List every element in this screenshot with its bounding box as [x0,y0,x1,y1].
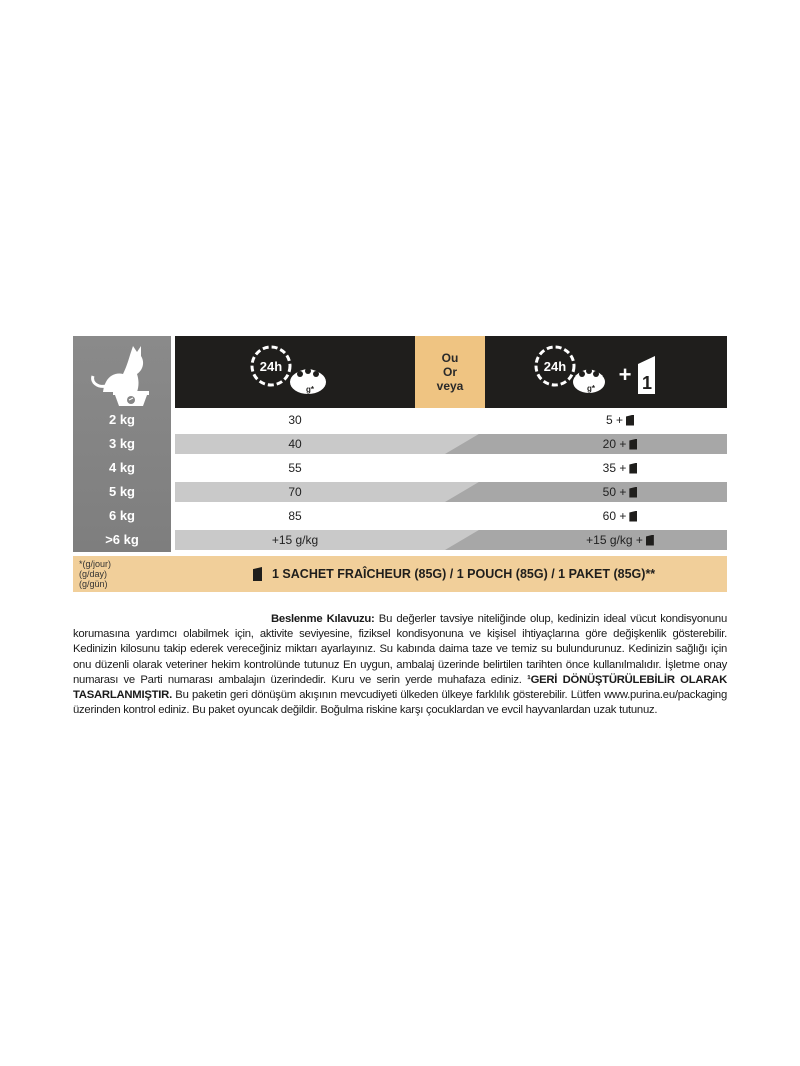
guide-paragraph-1: Bu değerler tavsiye niteliğinde olup, kedinizin ideal vücut kondisyonunu korumasına yardımcı olabilmek için, aktivite seviyesine, fiziksel kondisyonuna ve kişisel ihtiyaçlarına göre değişkenlik gösterebilir. Kedinizin kilosunu takip ederek vereceğiniz miktarı ayarlayınız. Su kabında daima taze ve temiz su bulundurunuz. Kedinizin sağlığı için onu düzenli olarak veteriner hekim kontrolünde tutunuz En uygun, ambalaj üzerinde belirtilen tarihten önce kullanılmalıdır. İşletme onay numarası ve Parti numarası ambalajın üzerindedir. Kuru ve serin yerde muhafaza ediniz. [73,613,727,686]
unit-en: (g/day) [79,569,108,579]
table-row [73,408,727,432]
feeding-table [73,336,727,592]
pouch-icon [646,535,654,546]
mixed-amount-cell [513,432,727,456]
weight-label: 5 kg [108,484,135,499]
table-row [73,480,727,504]
recycle-notice: ¹GERİ DÖNÜŞTÜRÜLEBİLİR OLARAK TASARLANMIŞTIR. [73,673,727,702]
or-word-en: Or [442,365,457,379]
units-note [79,559,139,589]
clock-pouch-icon [485,336,727,408]
or-label [415,336,485,408]
weight-label: 4 kg [108,460,135,475]
feeding-guide-text [73,612,727,718]
plus-sign: + [618,362,632,387]
pouch-icon [629,511,637,522]
unit-tr: (g/gün) [79,579,108,589]
mixed-amount: 50 + [602,485,627,499]
mixed-amount: 60 + [602,509,627,523]
pouch-icon [626,415,634,426]
pouch-icon [629,487,637,498]
pouch-icon [253,567,262,581]
clock-24h-icon [175,336,415,408]
dry-amount: 85 [288,509,302,523]
gram-label: g* [306,385,314,394]
or-word-tr: veya [436,379,464,393]
pouch-icon [629,463,637,474]
dry-amount: 55 [288,461,302,475]
sachet-line [253,556,655,592]
mixed-amount-cell [513,528,727,552]
mixed-amount: +15 g/kg + [586,533,643,547]
dry-food-header [175,336,415,408]
pouch-icon [629,439,637,450]
table-row [73,528,727,552]
pouch-count: 1 [641,373,653,393]
weight-label: 2 kg [108,412,135,427]
guide-heading: Beslenme Kılavuzu: [271,613,375,625]
mixed-amount: 5 + [605,413,623,427]
dry-amount: 40 [288,437,302,451]
gram-label-2: g* [587,384,595,393]
mixed-amount-cell [513,480,727,504]
timer-label-2: 24h [543,359,567,374]
dry-amount: 70 [288,485,302,499]
mixed-amount-cell [513,504,727,528]
table-row [73,456,727,480]
mixed-feeding-header [485,336,727,408]
weight-label: 6 kg [108,508,135,523]
timer-label: 24h [259,359,283,374]
mixed-amount-cell [513,408,727,432]
dry-amount: +15 g/kg [271,533,319,547]
mixed-amount-cell [513,456,727,480]
guide-paragraph-2: Bu paketin geri dönüşüm akışının mevcudiyeti ülkeden ülkeye farklılık gösterebilir. Lütfen www.purina.eu/packaging üzerinden kontrol ediniz. Bu paket oyuncak değildir. Boğulma riskine karşı çocuklardan ve evcil hayvanlardan uzak tutunuz. [73,689,727,717]
cat-on-scale-icon [73,336,171,408]
dry-amount: 30 [288,413,302,427]
mixed-amount: 35 + [602,461,627,475]
or-word-fr: Ou [441,351,459,365]
sachet-footer [73,556,727,592]
weight-label: 3 kg [108,436,135,451]
table-row [73,432,727,456]
sachet-text: 1 SACHET FRAÎCHEUR (85G) / 1 POUCH (85G) / 1 PAKET (85G)** [272,567,656,581]
weight-label: >6 kg [105,532,139,547]
table-row [73,504,727,528]
unit-fr: *(g/jour) [79,559,112,569]
mixed-amount: 20 + [602,437,627,451]
